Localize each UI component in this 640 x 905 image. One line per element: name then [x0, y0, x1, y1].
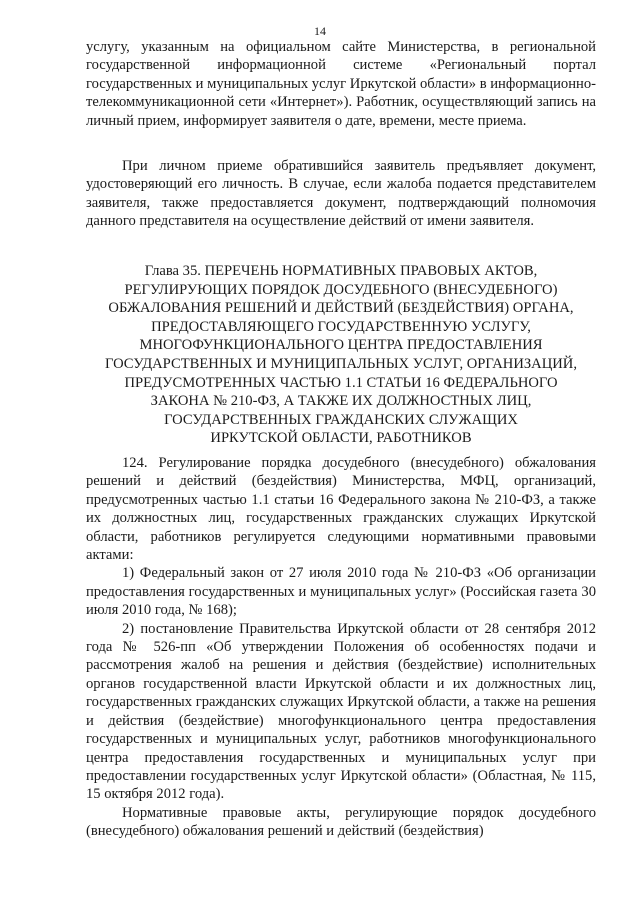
- chapter-heading-line: Глава 35. ПЕРЕЧЕНЬ НОРМАТИВНЫХ ПРАВОВЫХ АКТОВ,: [144, 263, 538, 279]
- paragraph-text: услугу, указанным на официальном сайте Министерства, в региональной государственной информационной системе «Региональный портал государственных и муниципальных услуг Иркутской области» в информационно-телекоммуникационной сети «Интернет»). Работник, осуществляющий запись на личный прием, информирует заявителя о дате, времени, месте приема.: [86, 39, 596, 129]
- paragraph-personal-reception: [86, 157, 596, 231]
- paragraph-continuation: [86, 38, 596, 130]
- list-item-federal-law: 1) Федеральный закон от 27 июля 2010 года № 210-ФЗ «Об организации предоставления государственных и муниципальных услуг» (Российская газета 30 июля 2010 года, № 168);: [86, 565, 596, 619]
- section-124: [86, 454, 596, 841]
- list-item-regional-resolution: 2) постановление Правительства Иркутской области от 28 сентября 2012 года № 526-пп «Об утверждении Положения об особенностях подачи и рассмотрения жалоб на решения и действия (бездействие) исполнительных органов государственной власти Иркутской области и их должностных лиц, государственных гражданских служащих Иркутской области, а также на решения и действия (бездействие) многофункционального центра предоставления государственных и муниципальных услуг, работников многофункционального центра предоставления государственных и муниципальных услуг при предоставлении государственных услуг Иркутской области» (Областная, № 115, 15 октября 2012 года).: [86, 620, 596, 803]
- page-number: 14: [314, 24, 326, 38]
- paragraph-normative-acts: Нормативные правовые акты, регулирующие порядок досудебного (внесудебного) обжалования решений и действий (бездействия): [86, 804, 596, 840]
- paragraph-text: При личном приеме обратившийся заявитель предъявляет документ, удостоверяющий его личность. В случае, если жалоба подается представителем заявителя, также предоставляется документ, подтверждающий полномочия данного представителя на осуществление действий от имени заявителя.: [86, 158, 596, 230]
- chapter-heading-line: ИРКУТСКОЙ ОБЛАСТИ, РАБОТНИКОВ: [210, 430, 472, 447]
- chapter-heading-line: РЕГУЛИРУЮЩИХ ПОРЯДОК ДОСУДЕБНОГО (ВНЕСУДЕБНОГО): [124, 281, 558, 298]
- paragraph-124: 124. Регулирование порядка досудебного (внесудебного) обжалования решений и действий (бездействия) Министерства, МФЦ, организаций, предусмотренных частью 1.1 статьи 16 Федерального закона № 210-ФЗ, а также их должностных лиц, государственных гражданских служащих Иркутской области, работников регулируется следующими нормативными правовыми актами:: [86, 455, 596, 564]
- chapter-heading-line: ПРЕДУСМОТРЕННЫХ ЧАСТЬЮ 1.1 СТАТЬИ 16 ФЕДЕРАЛЬНОГО: [124, 374, 558, 391]
- chapter-heading-line: ОБЖАЛОВАНИЯ РЕШЕНИЙ И ДЕЙСТВИЙ (БЕЗДЕЙСТВИЯ) ОРГАНА,: [108, 300, 574, 317]
- chapter-heading-line: ЗАКОНА № 210-ФЗ, А ТАКЖЕ ИХ ДОЛЖНОСТНЫХ ЛИЦ,: [150, 393, 532, 410]
- chapter-heading-line: ГОСУДАРСТВЕННЫХ И МУНИЦИПАЛЬНЫХ УСЛУГ, ОРГАНИЗАЦИЙ,: [105, 355, 577, 372]
- chapter-heading-line: ПРЕДОСТАВЛЯЮЩЕГО ГОСУДАРСТВЕННУЮ УСЛУГУ,: [151, 318, 531, 335]
- chapter-heading: [86, 262, 596, 448]
- chapter-heading-line: МНОГОФУНКЦИОНАЛЬНОГО ЦЕНТРА ПРЕДОСТАВЛЕНИЯ: [139, 337, 543, 354]
- chapter-heading-line: ГОСУДАРСТВЕННЫХ ГРАЖДАНСКИХ СЛУЖАЩИХ: [164, 411, 518, 428]
